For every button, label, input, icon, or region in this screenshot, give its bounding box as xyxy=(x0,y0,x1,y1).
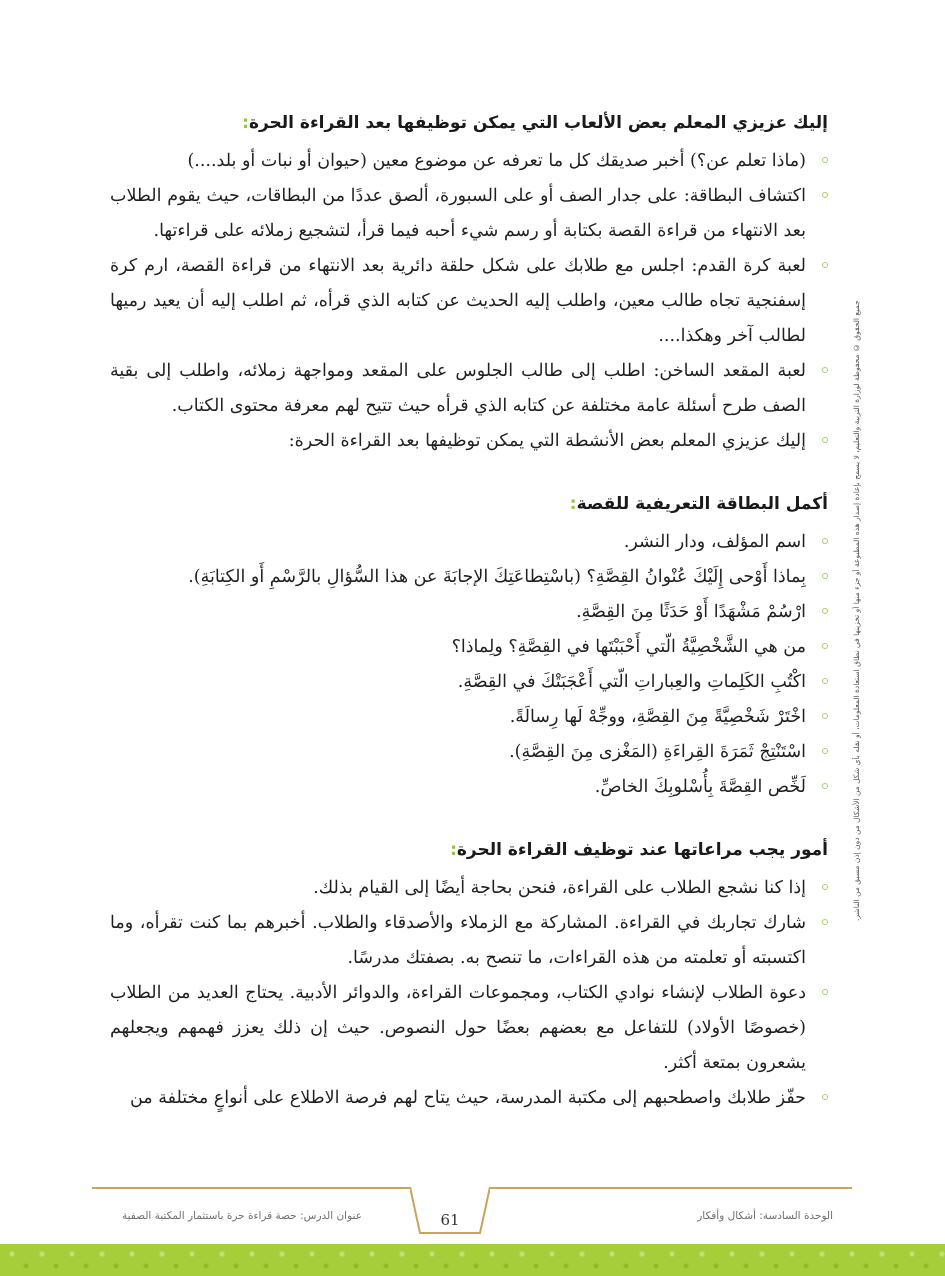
bullet-icon xyxy=(822,367,828,373)
section-heading-story-card: أكمل البطاقة التعريفية للقصة: xyxy=(569,494,828,514)
bullet-icon xyxy=(822,608,828,614)
list-item: من هي الشَّخْصِيَّةُ الّتي أَحْبَبْتَها في القِصَّةِ؟ ولِماذا؟ xyxy=(110,630,828,665)
bullet-icon xyxy=(822,573,828,579)
section-games xyxy=(110,108,828,459)
bullet-icon xyxy=(822,538,828,544)
list-item: (ماذا تعلم عن؟) أخبر صديقك كل ما تعرفه عن موضوع معين (حيوان أو نبات أو بلد....) xyxy=(110,144,828,179)
list-item: إليك عزيزي المعلم بعض الأنشطة التي يمكن توظيفها بعد القراءة الحرة: xyxy=(110,424,828,459)
section-story-card xyxy=(110,489,828,805)
footer-rule-right xyxy=(490,1187,852,1189)
bullet-icon xyxy=(822,157,828,163)
bullet-icon xyxy=(822,989,828,995)
bullet-icon xyxy=(822,748,828,754)
list-item: اكْتُبِ الكَلِماتِ والعِباراتِ الّتي أَعْجَبَتْكَ في القِصَّةِ. xyxy=(110,665,828,700)
games-list xyxy=(110,144,828,459)
list-item: ارْسُمْ مَشْهَدًا أَوْ حَدَثًا مِنَ القِصَّةِ. xyxy=(110,595,828,630)
footer-rule-left xyxy=(92,1187,410,1189)
bullet-icon xyxy=(822,783,828,789)
bullet-icon xyxy=(822,192,828,198)
page-number: 61 xyxy=(440,1211,460,1229)
section-considerations xyxy=(110,835,828,1116)
list-item: اسْتَنْتِجْ ثَمَرَةَ القِراءَةِ (المَغْزى مِنَ القِصَّةِ). xyxy=(110,735,828,770)
list-item: حفّز طلابك واصطحبهم إلى مكتبة المدرسة، حيث يتاح لهم فرصة الاطلاع على أنواعٍ مختلفة من xyxy=(110,1081,828,1116)
bullet-icon xyxy=(822,262,828,268)
list-item: لعبة كرة القدم: اجلس مع طلابك على شكل حلقة دائرية بعد الانتهاء من قراءة القصة، ارم كرة إسفنجية تجاه طالب معين، واطلب إليه الحديث عن كتابه الذي قرأه، ثم اطلب إليه أن يعيد رميها لطالب آخر وهكذا.... xyxy=(110,249,828,354)
bullet-icon xyxy=(822,919,828,925)
footer-lesson-title: عنوان الدرس: حصة قراءة حرة باستثمار المكتبة الصفية xyxy=(122,1210,362,1222)
list-item: دعوة الطلاب لإنشاء نوادي الكتاب، ومجموعات القراءة، والدوائر الأدبية. يحتاج العديد من الطلاب (خصوصًا الأولاد) للتفاعل مع بعضهم بعضًا حول النصوص. حيث إن ذلك يعزز فهمهم ويجعلهم يشعرون بمتعة أكثر. xyxy=(110,976,828,1081)
copyright-side-note: جميع الحقوق © محفوظة لوزارة التربية والتعليم، لا يسمح بإعادة إصدار هذه المطبوعة أو جزء منها أو تخزينها في نطاق استعادة المعلومات، أو نقله بأي شكل من الأشكال من دون إذن مسبق من الناشر. xyxy=(852,300,861,921)
story-card-list xyxy=(110,525,828,805)
bullet-icon xyxy=(822,437,828,443)
list-item: إذا كنا نشجع الطلاب على القراءة، فنحن بحاجة أيضًا إلى القيام بذلك. xyxy=(110,871,828,906)
list-item: اسم المؤلف، ودار النشر. xyxy=(110,525,828,560)
list-item: لَخِّص القِصَّةَ بِأُسْلوبِكَ الخاصِّ. xyxy=(110,770,828,805)
considerations-list xyxy=(110,871,828,1116)
section-heading-games: إليك عزيزي المعلم بعض الألعاب التي يمكن توظيفها بعد القراءة الحرة: xyxy=(242,113,828,133)
bullet-icon xyxy=(822,1094,828,1100)
list-item: اكتشاف البطاقة: على جدار الصف أو على السبورة، ألصق عددًا من البطاقات، حيث يقوم الطلاب بعد الانتهاء من قراءة القصة بكتابة أو رسم شيء أحبه فيما قرأ، لتشجيع زملائه على قراءتها. xyxy=(110,179,828,249)
decorative-bottom-band xyxy=(0,1244,945,1276)
list-item: شارك تجاربك في القراءة. المشاركة مع الزملاء والأصدقاء والطلاب. أخبرهم بما كنت تقرأه، وما اكتسبته أو تعلمته من هذه القراءات، ما تنصح به. بصفتك مدرسًا. xyxy=(110,906,828,976)
page-content xyxy=(110,108,828,1116)
list-item: بِماذا أَوْحى إِلَيْكَ عُنْوانُ القِصَّةِ؟ (باسْتِطاعَتِكَ الإجابَةَ عن هذا السُّؤالِ بالرَّسْمِ أَو الكِتابَةِ). xyxy=(110,560,828,595)
list-item: لعبة المقعد الساخن: اطلب إلى طالب الجلوس على المقعد ومواجهة زملائه، واطلب إلى بقية الصف طرح أسئلة عامة مختلفة عن كتابه الذي قرأه حيث تتيح لهم معرفة محتوى الكتاب. xyxy=(110,354,828,424)
bullet-icon xyxy=(822,713,828,719)
bullet-icon xyxy=(822,884,828,890)
footer-unit-title: الوحدة السادسة: أشكال وأفكار xyxy=(697,1210,833,1222)
list-item: اخْتَرْ شَخْصِيَّةً مِنَ القِصَّةِ، ووجِّهْ لَها رِسالَةً. xyxy=(110,700,828,735)
bullet-icon xyxy=(822,643,828,649)
section-heading-considerations: أمور يجب مراعاتها عند توظيف القراءة الحرة: xyxy=(450,840,828,860)
bullet-icon xyxy=(822,678,828,684)
